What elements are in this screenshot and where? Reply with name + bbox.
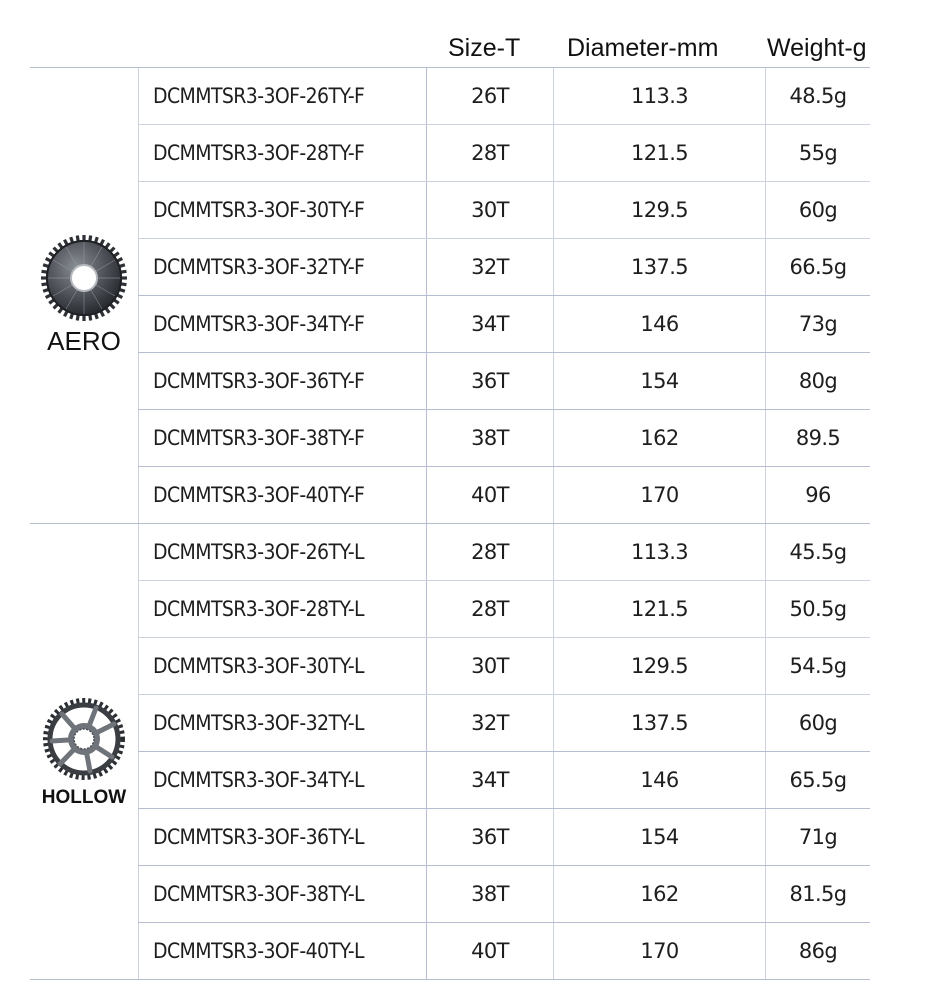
table-row (138, 295, 870, 352)
table-row (138, 181, 870, 238)
diameter-value: 129.5 (554, 638, 766, 694)
diameter-value: 137.5 (554, 695, 766, 751)
diameter-value: 121.5 (554, 581, 766, 637)
part-number: DCMMTSR3-3OF-30TY-L (138, 638, 427, 694)
part-number: DCMMTSR3-3OF-32TY-F (138, 239, 427, 295)
diameter-value: 162 (554, 866, 766, 922)
diameter-value: 113.3 (554, 524, 766, 580)
part-number: DCMMTSR3-3OF-40TY-L (138, 923, 427, 979)
column-header-diameter: Diameter-mm (567, 34, 719, 62)
group-label-hollow (30, 524, 138, 979)
size-value: 28T (427, 581, 554, 637)
table-row (138, 238, 870, 295)
column-header-weight: Weight-g (767, 34, 867, 62)
size-value: 38T (427, 410, 554, 466)
diameter-value: 154 (554, 809, 766, 865)
hollow-chainring-icon (40, 695, 128, 783)
part-number: DCMMTSR3-3OF-36TY-F (138, 353, 427, 409)
part-number: DCMMTSR3-3OF-40TY-F (138, 467, 427, 523)
weight-value: 54.5g (789, 654, 847, 678)
weight-value: 66.5g (789, 255, 847, 279)
size-value: 32T (427, 695, 554, 751)
weight-value: 60g (798, 711, 838, 735)
size-value: 34T (427, 296, 554, 352)
table-row (138, 637, 870, 694)
part-number: DCMMTSR3-3OF-30TY-F (138, 182, 427, 238)
table-row (138, 865, 870, 922)
diameter-value: 129.5 (554, 182, 766, 238)
diameter-value: 154 (554, 353, 766, 409)
weight-value: 45.5g (789, 540, 847, 564)
group-aero (30, 67, 870, 523)
size-value: 34T (427, 752, 554, 808)
weight-value: 73g (798, 312, 838, 336)
spec-table (30, 67, 870, 980)
table-row (138, 68, 870, 124)
part-number: DCMMTSR3-3OF-26TY-L (138, 524, 427, 580)
part-number: DCMMTSR3-3OF-32TY-L (138, 695, 427, 751)
weight-value: 48.5g (789, 84, 847, 108)
group-hollow (30, 523, 870, 980)
size-value: 30T (427, 638, 554, 694)
size-value: 28T (427, 524, 554, 580)
part-number: DCMMTSR3-3OF-26TY-F (138, 68, 427, 124)
weight-value: 71g (798, 825, 838, 849)
weight-value: 50.5g (789, 597, 847, 621)
table-row (138, 580, 870, 637)
group-label-text: AERO (47, 326, 121, 356)
size-value: 30T (427, 182, 554, 238)
table-row (138, 751, 870, 808)
size-value: 26T (427, 68, 554, 124)
size-value: 36T (427, 353, 554, 409)
weight-value: 60g (798, 198, 838, 222)
aero-chainring-icon (40, 234, 128, 322)
size-value: 40T (427, 923, 554, 979)
part-number: DCMMTSR3-3OF-34TY-F (138, 296, 427, 352)
column-header-size: Size-T (448, 34, 521, 62)
size-value: 40T (427, 467, 554, 523)
diameter-value: 146 (554, 296, 766, 352)
table-row (138, 808, 870, 865)
weight-value: 86g (798, 939, 838, 963)
diameter-value: 146 (554, 752, 766, 808)
size-value: 36T (427, 809, 554, 865)
part-number: DCMMTSR3-3OF-28TY-F (138, 125, 427, 181)
weight-value: 80g (798, 369, 838, 393)
part-number: DCMMTSR3-3OF-36TY-L (138, 809, 427, 865)
weight-value: 89.5 (795, 426, 841, 450)
table-row (138, 922, 870, 979)
part-number: DCMMTSR3-3OF-38TY-F (138, 410, 427, 466)
part-number: DCMMTSR3-3OF-38TY-L (138, 866, 427, 922)
table-row (138, 694, 870, 751)
weight-value: 55g (798, 141, 838, 165)
table-row (138, 124, 870, 181)
diameter-value: 137.5 (554, 239, 766, 295)
table-row (138, 466, 870, 523)
part-number: DCMMTSR3-3OF-34TY-L (138, 752, 427, 808)
diameter-value: 121.5 (554, 125, 766, 181)
table-row (138, 409, 870, 466)
weight-value: 81.5g (789, 882, 847, 906)
table-row (138, 524, 870, 580)
size-value: 38T (427, 866, 554, 922)
group-label-text: HOLLOW (41, 786, 127, 808)
table-row (138, 352, 870, 409)
weight-value: 96 (805, 483, 831, 507)
group-label-aero (30, 68, 138, 523)
diameter-value: 170 (554, 467, 766, 523)
diameter-value: 113.3 (554, 68, 766, 124)
size-value: 28T (427, 125, 554, 181)
weight-value: 65.5g (789, 768, 847, 792)
part-number: DCMMTSR3-3OF-28TY-L (138, 581, 427, 637)
size-value: 32T (427, 239, 554, 295)
diameter-value: 170 (554, 923, 766, 979)
diameter-value: 162 (554, 410, 766, 466)
